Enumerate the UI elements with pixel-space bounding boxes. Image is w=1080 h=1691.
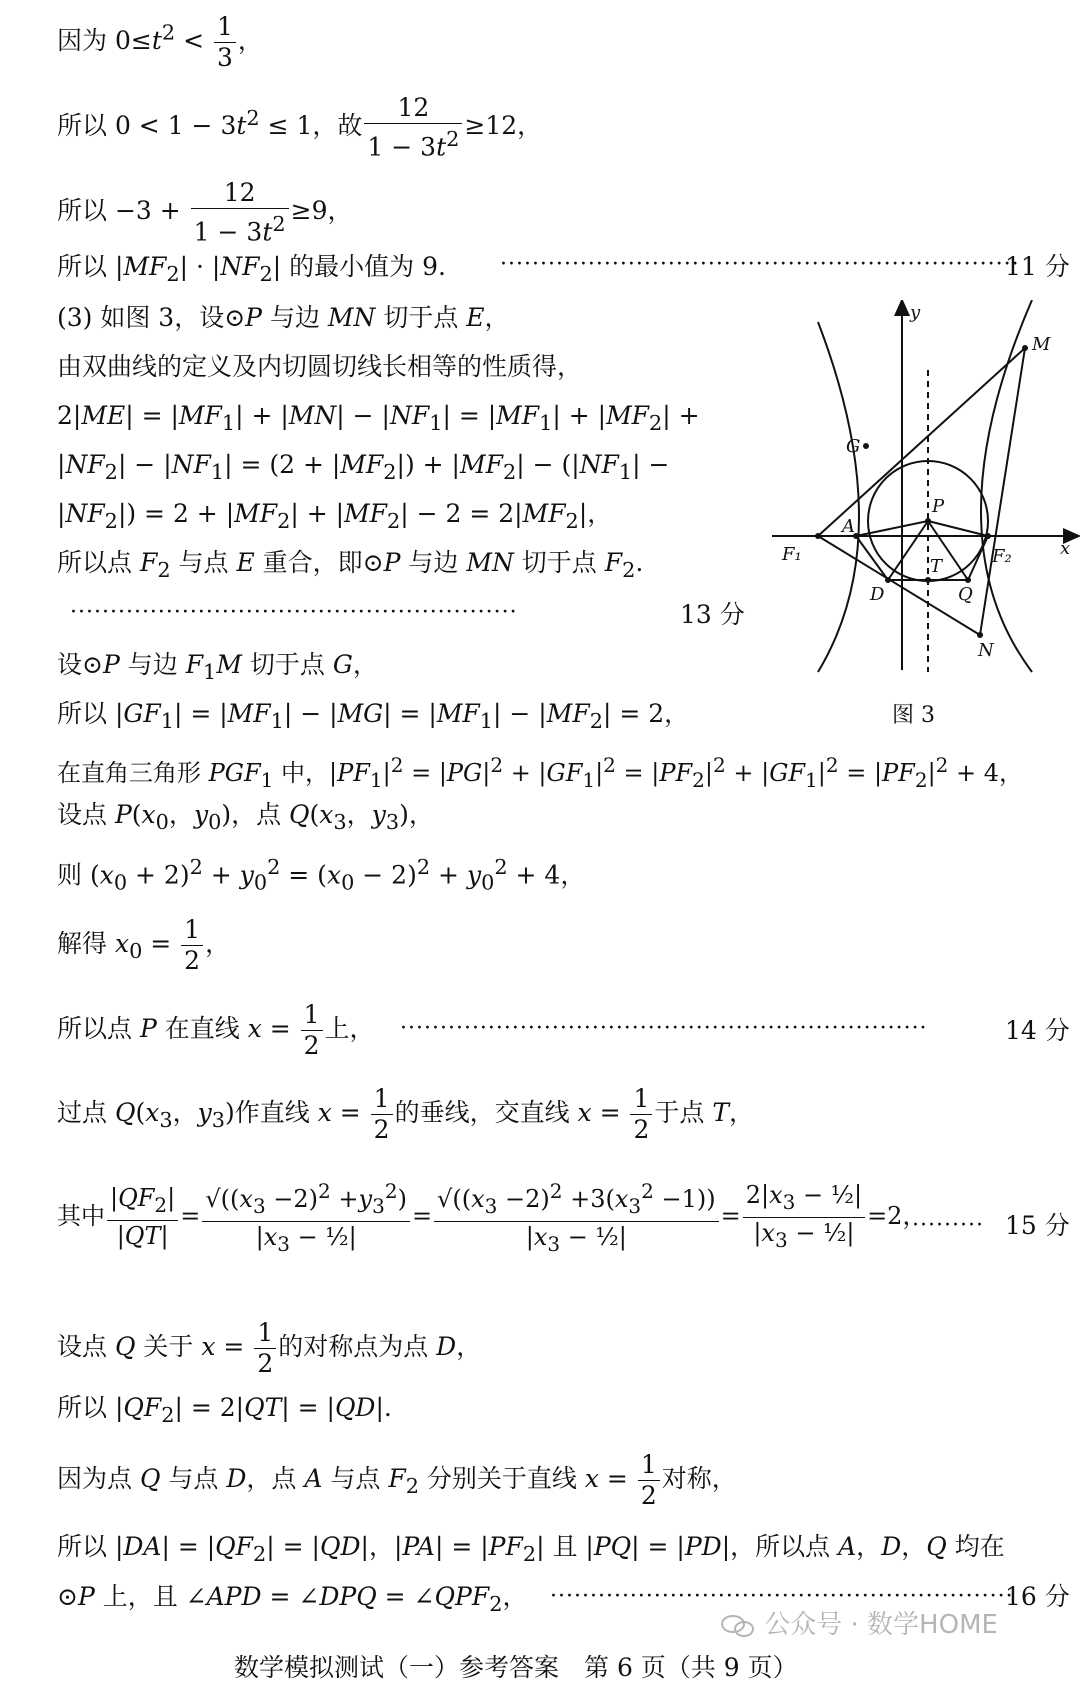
line-3: 所以 −3 + $\frac{12}{1 - 3t^2}$ ≥9，: [57, 178, 353, 247]
point-F2: [985, 533, 991, 539]
leader-dots: ·································································: [500, 252, 1020, 277]
label-x: x: [1060, 538, 1071, 559]
label-T: T: [930, 556, 943, 577]
point-P: [925, 518, 931, 524]
point-N: [977, 632, 983, 638]
line-6: 由双曲线的定义及内切圆切线长相等的性质得，: [57, 352, 583, 381]
page-footer: 数学模拟测试（一）参考答案 第 6 页（共 9 页）: [234, 1653, 798, 1682]
point-F1: [815, 533, 821, 539]
line-16: 解得 $x_0$ = $\frac{1}{2}$ ，: [57, 915, 231, 975]
point-D: [885, 577, 891, 583]
wechat-icon: [720, 1614, 756, 1638]
label-F1: F₁: [782, 544, 802, 565]
line-8: $|NF_2| - |NF_1| = (2 + |MF_2|) + |MF_2| - (|NF_1|$ −: [57, 450, 670, 484]
label-P: P: [932, 496, 945, 517]
label-A: A: [842, 516, 855, 537]
point-M: [1022, 345, 1028, 351]
label-y: y: [910, 302, 921, 323]
line-2: 所以 $0 < 1 - 3t^2 \le 1$，故 $\frac{12}{1 - 3t^2}$ ≥12，: [57, 93, 543, 162]
label-F2: F₂: [992, 546, 1012, 567]
label-D: D: [870, 584, 885, 605]
line-5: (3) 如图 3，设⊙P 与边 MN 切于点 E，: [57, 303, 510, 332]
label-Q: Q: [958, 584, 973, 605]
line-18: 过点 $Q(x_3$，$y_3$)作直线 x = $\frac{1}{2}$ 的垂线，交直线 x = $\frac{1}{2}$ 于点 T，: [57, 1084, 755, 1144]
line-22: 因为点 Q 与点 D，点 A 与点 $F_2$ 分别关于直线 x = $\frac{1}{2}$ 对称，: [57, 1450, 737, 1510]
line-23: 所以 $|DA| = |QF_2| = |QD|$，$|PA| = |PF_2|$ 且 |PQ| = |PD|，所以点 A，D，Q 均在: [57, 1532, 1005, 1566]
point-G: [863, 443, 869, 449]
figure-caption: 图 3: [892, 703, 935, 728]
line-M-N: [980, 348, 1025, 635]
line-13: 在直角三角形 $PGF_1$ 中，$|PF_1|^2 = |PG|^2 + |GF_1|^2 = |PF_2|^2 + |GF_1|^2 = |PF_2|^2 + 4$，: [57, 753, 1024, 792]
line-11: 设⊙P 与边 $F_1M$ 切于点 G，: [57, 650, 378, 684]
line-17: 所以点 P 在直线 x = $\frac{1}{2}$ 上，: [57, 1000, 375, 1060]
score-11: 11 分: [1005, 252, 1070, 281]
point-Q: [965, 577, 971, 583]
leader-dots: ··························································: [550, 1584, 1014, 1609]
leader-dots: ························································: [70, 600, 518, 625]
line-21: 所以 $|QF_2| = 2|QT| = |QD|$.: [57, 1393, 392, 1427]
score-16: 16 分: [1005, 1582, 1070, 1611]
segment-A-P: [856, 521, 928, 536]
figure-3-diagram: [770, 300, 1080, 690]
leader-dots: ·········: [912, 1213, 984, 1238]
line-7: $2|ME| = |MF_1| + |MN| - |NF_1| = |MF_1| + |MF_2|$ +: [57, 401, 700, 435]
line-4: 所以 $|MF_2| \cdot |NF_2|$ 的最小值为 9.: [57, 252, 446, 286]
line-15: 则 $(x_0 + 2)^2 + y_0^2 = (x_0 - 2)^2 + y_0^2 + 4$，: [57, 855, 586, 895]
label-N: N: [978, 640, 994, 661]
label-G: G: [846, 436, 861, 457]
line-24: ⊙P 上，且 ∠APD = ∠DPQ = $\angle QPF_2$，: [57, 1582, 528, 1616]
score-14: 14 分: [1005, 1016, 1070, 1045]
score-15: 15 分: [1005, 1211, 1070, 1240]
line-10: 所以点 $F_2$ 与点 E 重合，即⊙P 与边 MN 切于点 $F_2$.: [57, 548, 644, 582]
label-M: M: [1032, 334, 1051, 355]
line-9: $|NF_2|) = 2 + |MF_2| + |MF_2| - 2 = 2|MF_2|$，: [57, 499, 613, 533]
line-12: 所以 $|GF_1| = |MF_1| - |MG| = |MF_1| - |MF_2| = 2$，: [57, 699, 690, 733]
watermark-text: 公众号 · 数学HOME: [764, 1610, 998, 1640]
watermark: [720, 1604, 998, 1641]
point-T: [925, 577, 931, 583]
segment-P-D: [888, 521, 928, 580]
score-13: 13 分: [680, 600, 745, 629]
hyperbola-left-branch: [818, 322, 859, 672]
line-14: 设点 $P(x_0$，$y_0$)，点 $Q(x_3$，$y_3$)，: [57, 800, 434, 834]
line-1: 因为 $0\le t^2$ < $\frac{1}{3}$ ，: [57, 12, 263, 72]
leader-dots: ··································································: [400, 1016, 928, 1041]
line-20: 设点 Q 关于 x = $\frac{1}{2}$ 的对称点为点 D，: [57, 1318, 482, 1378]
line-19: 其中 $\frac{|QF_2|}{|QT|}$ = $\frac{√((x_3 -2)^2 +y_3^2)}{|x_3 - \frac{1}{2}|}$ = $\frac{√((x_3 -2)^2 +3(x_3^2 -1))}{|x_3 - \frac{1}{2}|}$ = $\frac{2|x_3 - \frac{1}{2}|}{|x_3 - \frac{1}{2}|}$ =2，: [57, 1176, 926, 1259]
